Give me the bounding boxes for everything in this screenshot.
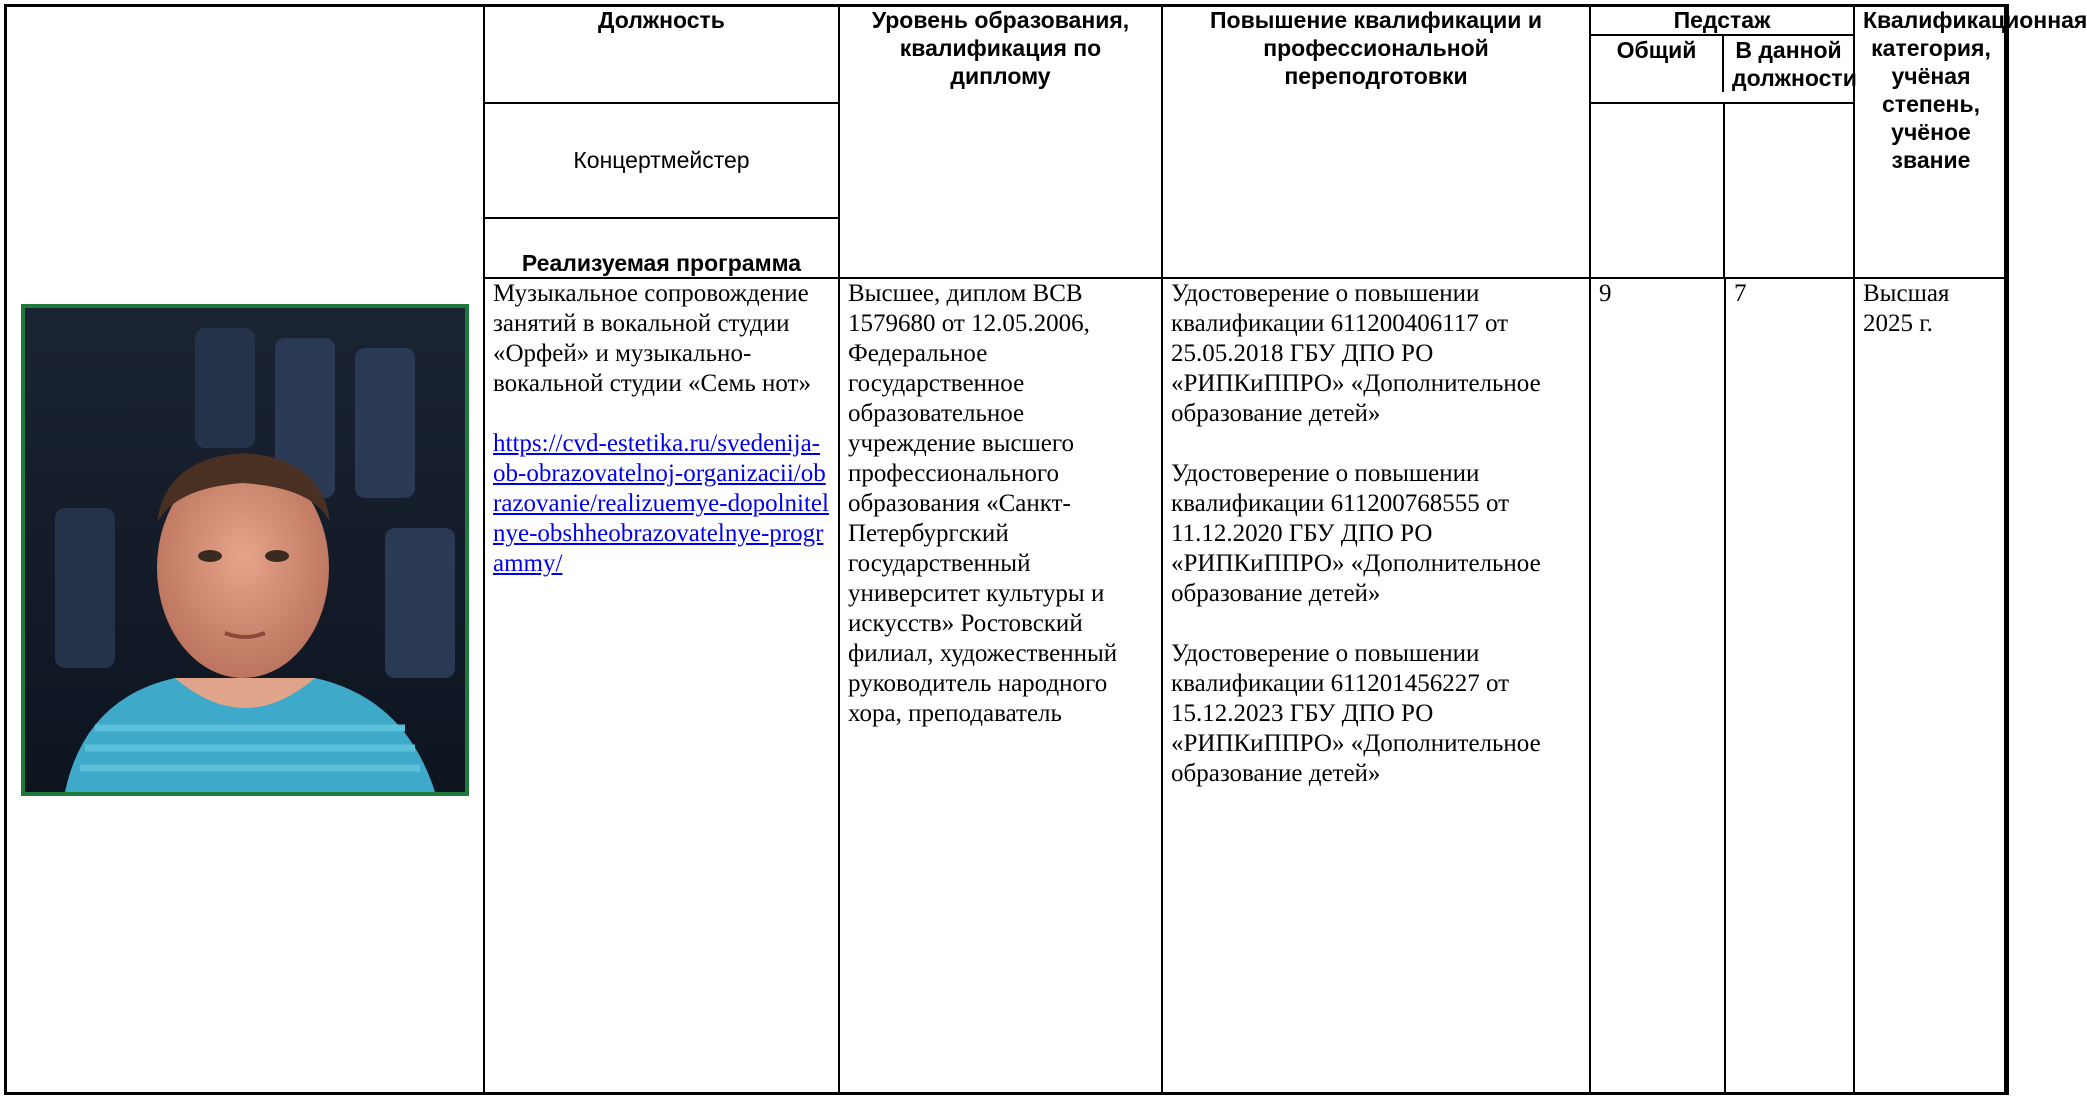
training-item: Удостоверение о повышении квалификации 611200768555 от 11.12.2020 ГБУ ДПО РО «РИПКиППРО» «Дополнительное образование детей» (1171, 460, 1541, 607)
program-header: Реализуемая программа (484, 218, 839, 278)
position-value: Концертмейстер (484, 103, 839, 218)
position-header: Должность (484, 5, 839, 103)
experience-total-value: 9 (1590, 278, 1725, 1094)
education-header: Уровень образования, квалификация по диплому (839, 5, 1162, 278)
page-frame (4, 4, 2007, 1095)
category-value: Высшая 2025 г. (1854, 278, 2008, 1094)
education-text: Высшее, диплом ВСВ 1579680 от 12.05.2006, Федеральное государственное образовательное учреждение высшего профессионального образования «Санкт-Петербургский государственный университет культуры и искусств» Ростовский филиал, художественный руководитель народного хора, преподаватель (848, 280, 1118, 727)
training-item: Удостоверение о повышении квалификации 611201456227 от 15.12.2023 ГБУ ДПО РО «РИПКиППРО» «Дополнительное образование детей» (1171, 640, 1541, 787)
category-header: Квалификационная категория, учёная степень, учёное звание (1854, 5, 2008, 278)
training-header: Повышение квалификации и профессиональной переподготовки (1162, 5, 1590, 278)
experience-position-value: 7 (1725, 278, 1854, 1094)
training-item: Удостоверение о повышении квалификации 611200406117 от 25.05.2018 ГБУ ДПО РО «РИПКиППРО» «Дополнительное образование детей» (1171, 280, 1541, 427)
experience-header: Педстаж (1673, 7, 1771, 33)
experience-total-header: Общий (1591, 36, 1724, 92)
experience-position-header: В данной должности (1732, 37, 1857, 91)
program-text: Музыкальное сопровождение занятий в вокальной студии «Орфей» и музыкально-вокальной студии «Семь нот» (493, 280, 811, 397)
program-link[interactable]: https://cvd-estetika.ru/svedenija-ob-obrazovatelnoj-organizacii/obrazovanie/realizuemye-dopolnitelnye-obshheobrazovatelnye-programmy/ (493, 430, 829, 577)
